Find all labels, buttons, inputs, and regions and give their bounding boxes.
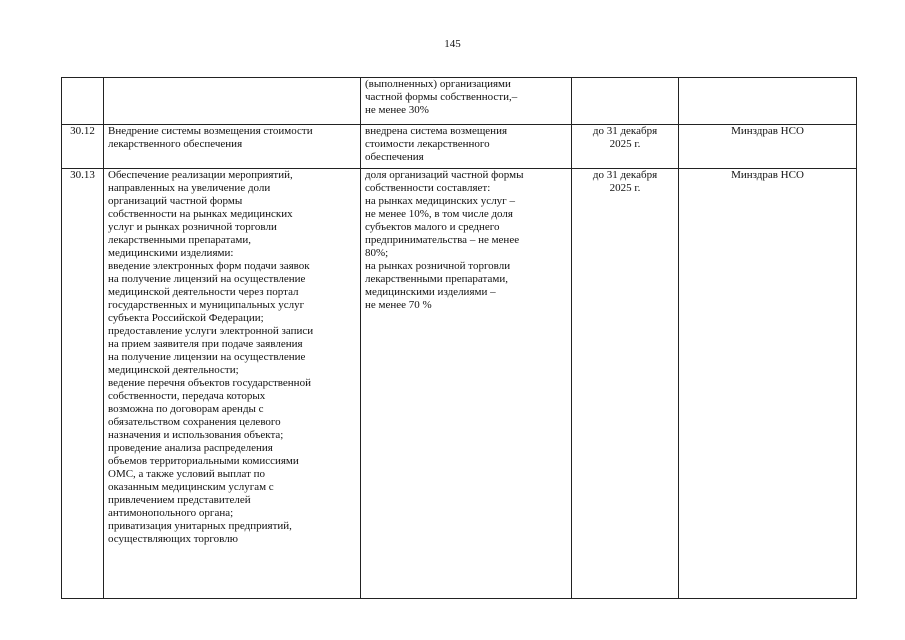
table-row — [62, 125, 857, 169]
event-cell: Внедрение системы возмещения стоимости лекарственного обеспечения — [104, 125, 361, 169]
event-cell: Обеспечение реализации мероприятий, направленных на увеличение доли организаций частной формы собственности на рынках медицинских услуг и рынках розничной торговли лекарственными препаратами, медицинскими изделиями: введение электронных форм подачи заявок на получение лицензий на осуществление медицинской деятельности через портал государственных и муниципальных услуг субъекта Российской Федерации; предоставление услуги электронной записи на прием заявителя при подаче заявления на получение лицензии на осуществление медицинской деятельности; ведение перечня объектов государственной собственности, передача которых возможна по договорам аренды с обязательством сохранения целевого назначения и использования объекта; проведение анализа распределения объемов территориальными комиссиями ОМС, а также условий выплат по оказанным медицинским услугам с привлечением представителей антимонопольного органа; приватизация унитарных предприятий, осуществляющих торговлю — [104, 169, 361, 599]
measures-table — [61, 77, 857, 599]
page-number: 145 — [444, 38, 461, 50]
row-number: 30.13 — [62, 169, 104, 599]
event-cell — [104, 78, 361, 125]
deadline-cell: до 31 декабря 2025 г. — [572, 169, 679, 599]
deadline-cell — [572, 78, 679, 125]
result-cell: доля организаций частной формы собственности составляет: на рынках медицинских услуг – не менее 10%, в том числе доля субъектов малого и среднего предпринимательства – не менее 80%; на рынках розничной торговли лекарственными препаратами, медицинскими изделиями – не менее 70 % — [361, 169, 572, 599]
row-number — [62, 78, 104, 125]
row-number: 30.12 — [62, 125, 104, 169]
deadline-cell: до 31 декабря 2025 г. — [572, 125, 679, 169]
table-row — [62, 78, 857, 125]
responsible-cell: Минздрав НСО — [679, 125, 857, 169]
result-cell: внедрена система возмещения стоимости лекарственного обеспечения — [361, 125, 572, 169]
result-cell: (выполненных) организациями частной формы собственности,– не менее 30% — [361, 78, 572, 125]
responsible-cell: Минздрав НСО — [679, 169, 857, 599]
table-row — [62, 169, 857, 599]
responsible-cell — [679, 78, 857, 125]
